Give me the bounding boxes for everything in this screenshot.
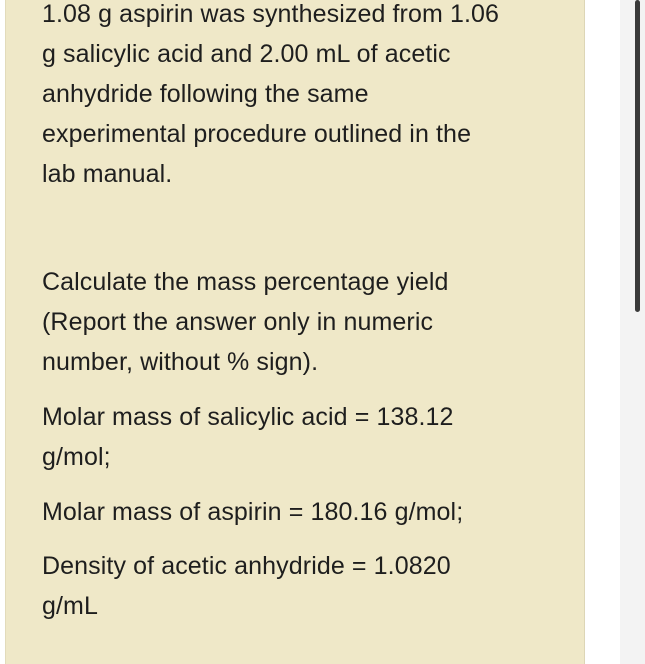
aspirin-molar-mass: Molar mass of aspirin = 180.16 g/mol; (42, 498, 464, 526)
calculation-instruction: Calculate the mass percentage yield (Report the answer only in numeric number, without % sign). (42, 268, 449, 376)
acetic-anhydride-density: Density of acetic anhydride = 1.0820 g/mL (42, 552, 451, 620)
scrollbar-track[interactable] (620, 0, 645, 664)
scrollbar-thumb[interactable] (635, 0, 640, 312)
salicylic-acid-molar-mass: Molar mass of salicylic acid = 138.12 g/mol; (42, 403, 454, 471)
problem-statement: 1.08 g aspirin was synthesized from 1.06 g salicylic acid and 2.00 mL of acetic anhydride following the same experimental procedure outlined in the lab manual. (42, 0, 500, 188)
question-card (5, 0, 585, 664)
